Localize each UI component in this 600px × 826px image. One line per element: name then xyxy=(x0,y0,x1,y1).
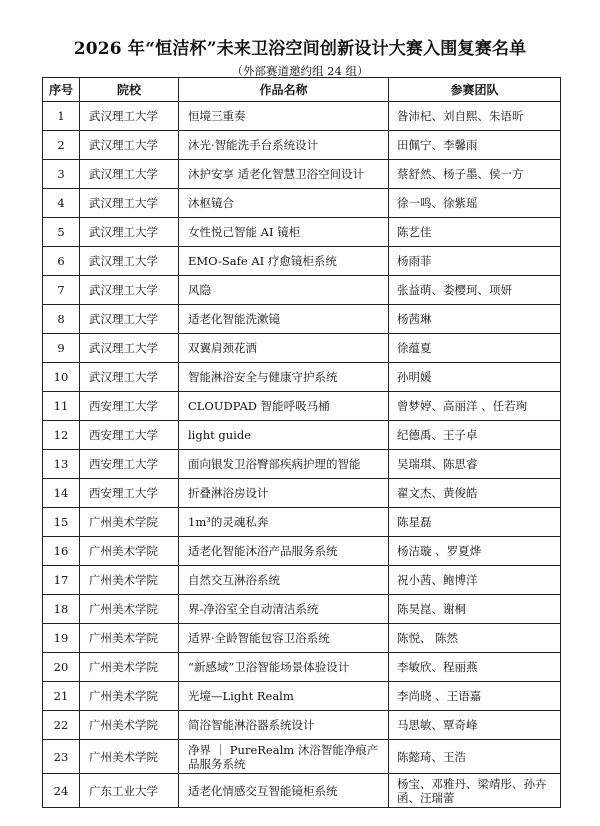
team-cell: 李敏欣、程丽燕 xyxy=(389,653,561,682)
school-cell: 广州美术学院 xyxy=(80,508,179,537)
row-number: 18 xyxy=(43,595,80,624)
work-title-cell: 自然交互淋浴系统 xyxy=(179,566,389,595)
row-number: 6 xyxy=(43,247,80,276)
header-team: 参赛团队 xyxy=(389,78,561,102)
school-cell: 武汉理工大学 xyxy=(80,276,179,305)
row-number: 22 xyxy=(43,711,80,740)
school-cell: 武汉理工大学 xyxy=(80,218,179,247)
team-cell: 杨雨菲 xyxy=(389,247,561,276)
row-number: 10 xyxy=(43,363,80,392)
team-cell: 祝小茜、鲍博洋 xyxy=(389,566,561,595)
school-cell: 广州美术学院 xyxy=(80,537,179,566)
row-number: 12 xyxy=(43,421,80,450)
school-cell: 武汉理工大学 xyxy=(80,305,179,334)
work-title-cell: 界-净浴室全自动清洁系统 xyxy=(179,595,389,624)
school-cell: 西安理工大学 xyxy=(80,392,179,421)
row-number: 21 xyxy=(43,682,80,711)
row-number: 20 xyxy=(43,653,80,682)
school-cell: 武汉理工大学 xyxy=(80,334,179,363)
table-header-row xyxy=(43,78,561,102)
finalist-table xyxy=(42,77,561,808)
table-row xyxy=(43,653,561,682)
team-cell: 吴瑞琪、陈思睿 xyxy=(389,450,561,479)
work-title-cell: 沐光·智能洗手台系统设计 xyxy=(179,131,389,160)
row-number: 14 xyxy=(43,479,80,508)
team-cell: 杨宝、邓雅丹、梁靖彤、孙卉函、汪瑞蕾 xyxy=(389,774,561,808)
row-number: 4 xyxy=(43,189,80,218)
row-number: 11 xyxy=(43,392,80,421)
work-title-cell: light guide xyxy=(179,421,389,450)
row-number: 9 xyxy=(43,334,80,363)
row-number: 2 xyxy=(43,131,80,160)
table-body xyxy=(43,102,561,808)
table-row xyxy=(43,305,561,334)
page-title: 2026 年“恒洁杯”未来卫浴空间创新设计大赛入围复赛名单 xyxy=(73,39,527,59)
row-number: 5 xyxy=(43,218,80,247)
row-number: 24 xyxy=(43,774,80,808)
table-row xyxy=(43,624,561,653)
school-cell: 西安理工大学 xyxy=(80,479,179,508)
table-row xyxy=(43,189,561,218)
work-title-cell: 1m³的灵魂私奔 xyxy=(179,508,389,537)
table-row xyxy=(43,276,561,305)
team-cell: 陈懿琦、王浩 xyxy=(389,740,561,774)
table-row xyxy=(43,218,561,247)
work-title-cell: EMO-Safe AI 疗愈镜柜系统 xyxy=(179,247,389,276)
team-cell: 翟文杰、黄俊皓 xyxy=(389,479,561,508)
work-title-cell: 适界·全龄智能包容卫浴系统 xyxy=(179,624,389,653)
school-cell: 武汉理工大学 xyxy=(80,363,179,392)
team-cell: 李尚晓 、王语嘉 xyxy=(389,682,561,711)
work-title-cell: 折叠淋浴房设计 xyxy=(179,479,389,508)
work-title-cell: 面向银发卫浴臀部疾病护理的智能 xyxy=(179,450,389,479)
school-cell: 广州美术学院 xyxy=(80,740,179,774)
school-cell: 武汉理工大学 xyxy=(80,102,179,131)
table-row xyxy=(43,740,561,774)
table-row xyxy=(43,334,561,363)
work-title-cell: 恒境三重奏 xyxy=(179,102,389,131)
work-title-cell: 风隐 xyxy=(179,276,389,305)
table-row xyxy=(43,774,561,808)
work-title-cell: 光境—Light Realm xyxy=(179,682,389,711)
table-row xyxy=(43,566,561,595)
school-cell: 广州美术学院 xyxy=(80,682,179,711)
school-cell: 广州美术学院 xyxy=(80,566,179,595)
work-title-cell: “新感域”卫浴智能场景体验设计 xyxy=(179,653,389,682)
work-title-cell: 沐护安享 适老化智慧卫浴空间设计 xyxy=(179,160,389,189)
team-cell: 纪德禹、王子卓 xyxy=(389,421,561,450)
table-row xyxy=(43,682,561,711)
row-number: 19 xyxy=(43,624,80,653)
table-row xyxy=(43,595,561,624)
school-cell: 武汉理工大学 xyxy=(80,131,179,160)
row-number: 16 xyxy=(43,537,80,566)
work-title-cell: 简浴智能淋浴器系统设计 xyxy=(179,711,389,740)
table-row xyxy=(43,537,561,566)
team-cell: 杨洁璇 、罗夏烨 xyxy=(389,537,561,566)
team-cell: 孙明媛 xyxy=(389,363,561,392)
row-number: 23 xyxy=(43,740,80,774)
row-number: 15 xyxy=(43,508,80,537)
table-row xyxy=(43,479,561,508)
school-cell: 广州美术学院 xyxy=(80,711,179,740)
row-number: 7 xyxy=(43,276,80,305)
work-title-cell: 适老化智能洗漱镜 xyxy=(179,305,389,334)
school-cell: 广州美术学院 xyxy=(80,624,179,653)
header-no: 序号 xyxy=(43,78,80,102)
school-cell: 武汉理工大学 xyxy=(80,189,179,218)
work-title-cell: 适老化智能沐浴产品服务系统 xyxy=(179,537,389,566)
work-title-cell: 女性悦己智能 AI 镜柜 xyxy=(179,218,389,247)
work-title-cell: 双翼肩颈花洒 xyxy=(179,334,389,363)
work-title-cell: 净界 ｜ PureRealm 沐浴智能净痕产品服务系统 xyxy=(179,740,389,774)
table-row xyxy=(43,131,561,160)
work-title-cell: 沐枢镜合 xyxy=(179,189,389,218)
school-cell: 西安理工大学 xyxy=(80,421,179,450)
work-title-cell: 适老化情感交互智能镜柜系统 xyxy=(179,774,389,808)
row-number: 1 xyxy=(43,102,80,131)
table-row xyxy=(43,711,561,740)
school-cell: 西安理工大学 xyxy=(80,450,179,479)
table-row xyxy=(43,363,561,392)
team-cell: 徐蕴夏 xyxy=(389,334,561,363)
work-title-cell: CLOUDPAD 智能呼吸马桶 xyxy=(179,392,389,421)
school-cell: 武汉理工大学 xyxy=(80,247,179,276)
table-row xyxy=(43,421,561,450)
table-row xyxy=(43,102,561,131)
header-school: 院校 xyxy=(80,78,179,102)
school-cell: 广州美术学院 xyxy=(80,595,179,624)
school-cell: 武汉理工大学 xyxy=(80,160,179,189)
team-cell: 蔡舒然、杨子墨、侯一方 xyxy=(389,160,561,189)
row-number: 17 xyxy=(43,566,80,595)
team-cell: 陈悦、 陈然 xyxy=(389,624,561,653)
team-cell: 徐一鸣、徐紫瑶 xyxy=(389,189,561,218)
table-row xyxy=(43,247,561,276)
table-row xyxy=(43,508,561,537)
team-cell: 杨茜琳 xyxy=(389,305,561,334)
page-subtitle: （外部赛道邀约组 24 组） xyxy=(231,64,369,78)
row-number: 3 xyxy=(43,160,80,189)
team-cell: 田佩宁、李馨雨 xyxy=(389,131,561,160)
school-cell: 广州美术学院 xyxy=(80,653,179,682)
team-cell: 张益萌、娄樱珂、项妍 xyxy=(389,276,561,305)
row-number: 8 xyxy=(43,305,80,334)
team-cell: 马思敏、覃奇峰 xyxy=(389,711,561,740)
team-cell: 昝沛杞、刘自熙、朱语昕 xyxy=(389,102,561,131)
row-number: 13 xyxy=(43,450,80,479)
table-row xyxy=(43,160,561,189)
table-row xyxy=(43,450,561,479)
header-work: 作品名称 xyxy=(179,78,389,102)
team-cell: 曾梦婷、高丽洋 、任若珣 xyxy=(389,392,561,421)
team-cell: 陈艺佳 xyxy=(389,218,561,247)
team-cell: 陈星磊 xyxy=(389,508,561,537)
team-cell: 陈昊崑、谢桐 xyxy=(389,595,561,624)
school-cell: 广东工业大学 xyxy=(80,774,179,808)
table-row xyxy=(43,392,561,421)
work-title-cell: 智能淋浴安全与健康守护系统 xyxy=(179,363,389,392)
